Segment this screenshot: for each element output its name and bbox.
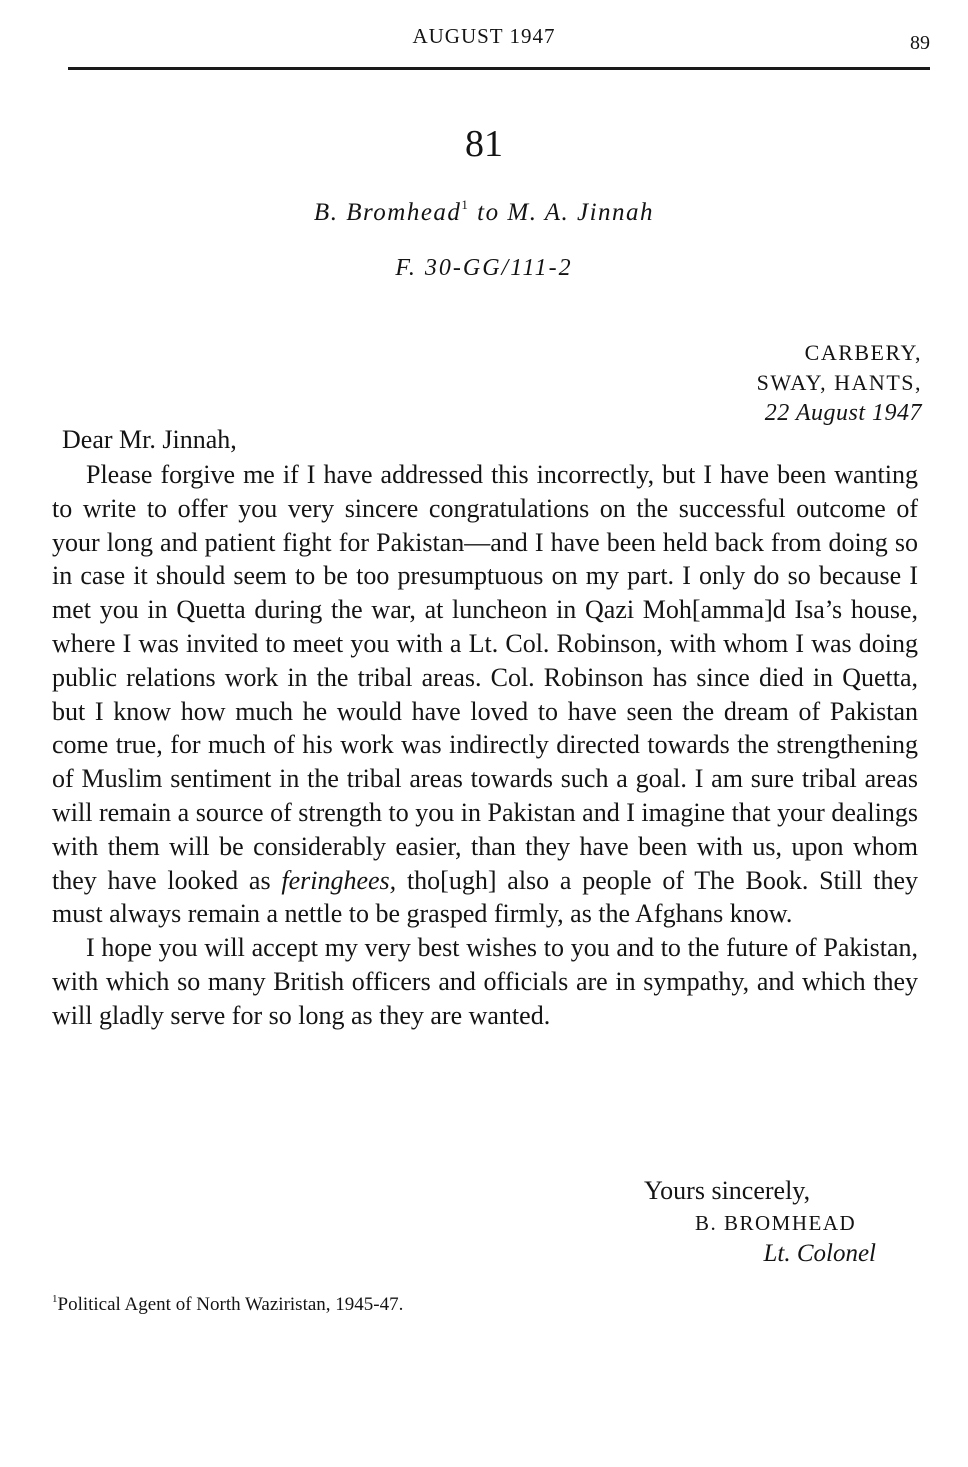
sender-address — [757, 338, 922, 428]
header-rule — [68, 67, 930, 70]
footnote-marker: 1 — [52, 1293, 58, 1305]
address-line: SWAY, HANTS, — [756, 370, 922, 395]
address-line: CARBERY, — [804, 340, 922, 365]
paragraph — [52, 458, 918, 931]
running-head: AUGUST 1947 — [412, 24, 556, 48]
closing: Yours sincerely, — [644, 1176, 811, 1205]
paragraph-text: Please forgive me if I have addressed this incorrectly, but I have been wanting to write to offer you very sincere congratulations on the successful outcome of your long and patient fight for Pakistan—and I have been held back from doing so in case it should seem to be too presumptuous on my part. I only do so because I met you in Quetta during the war, at luncheon in Qazi Moh[amma]d Isa’s house, where I was invited to meet you with a Lt. Col. Robinson, with whom I was doing public relations work in the tribal areas. Col. Robinson has since died in Quetta, but I know how much he would have loved to have seen the dream of Pakistan come true, for much of his work was indirectly directed towards the strengthening of Muslim sentiment in the tribal areas towards such a goal. I am sure tribal areas will remain a source of strength to you in Pakistan and I imagine that your dealings with them will be considerably easier, than they have been with us, upon whom they have looked as — [52, 460, 918, 895]
document-heading — [0, 199, 968, 227]
signature: B. BROMHEAD — [695, 1211, 857, 1235]
rank: Lt. Colonel — [763, 1240, 876, 1267]
heading-sender: B. Bromhead — [313, 199, 462, 226]
footnote-text: Political Agent of North Waziristan, 1945-47. — [57, 1294, 404, 1315]
footnote — [52, 1294, 403, 1316]
file-reference: F. 30-GG/111-2 — [395, 255, 573, 281]
italic-term: feringhees, — [281, 865, 397, 895]
salutation: Dear Mr. Jinnah, — [62, 425, 237, 454]
letter-date: 22 August 1947 — [764, 400, 922, 426]
paragraph-text: tho[ugh] also a people of The Book. Still they must always remain a nettle to be grasped firmly, as the Afghans know. — [52, 865, 919, 929]
page-number: 89 — [910, 32, 930, 54]
paragraph: I hope you will accept my very best wishes to you and to the future of Pakistan, with which so many British officers and officials are in sympathy, and which they will gladly serve for so long as they are wanted. — [52, 933, 918, 1030]
footnote-reference: 1 — [461, 197, 470, 212]
letter-body — [52, 458, 918, 1033]
document-number: 81 — [465, 123, 503, 165]
heading-recipient: to M. A. Jinnah — [469, 199, 655, 226]
